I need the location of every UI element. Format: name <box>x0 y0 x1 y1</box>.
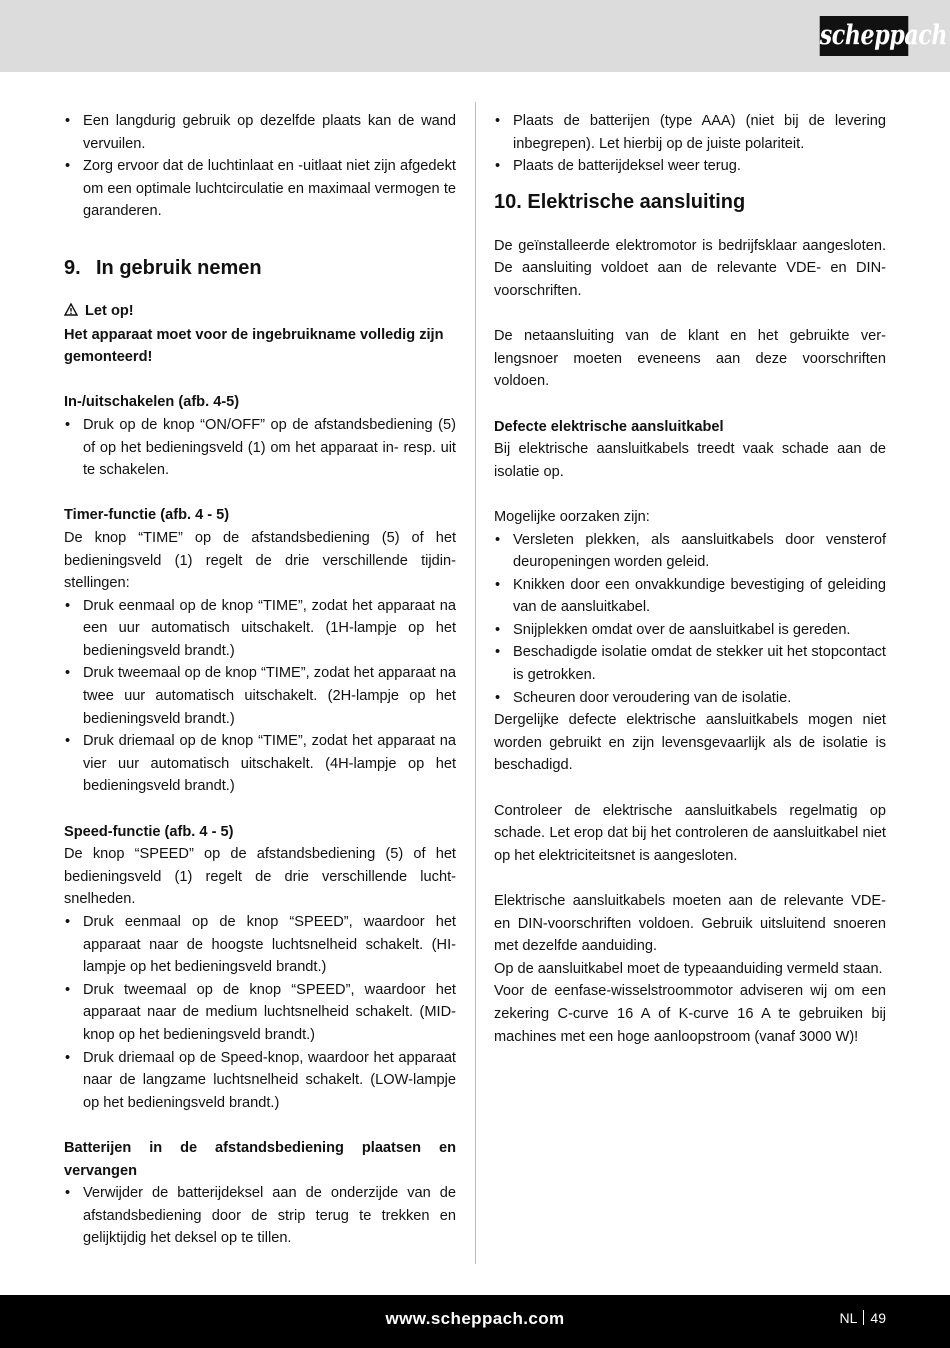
section-10-heading <box>494 189 886 215</box>
header-bar <box>0 0 950 72</box>
speed-list <box>64 911 456 1114</box>
list-item: • Een langdurig gebruik op dezelfde plaats kan de wand vervuilen. <box>64 110 456 155</box>
paragraph: Op de aansluitkabel moet de typeaanduiding vermeld staan. <box>494 960 883 977</box>
paragraph: Elektrische aansluitkabels moeten aan de relevante VDE- en DIN-voorschriften voldoen. Gebruik uitsluitend snoeren met dezelfde aanduiding. <box>494 893 886 955</box>
list-item: • Druk driemaal op de Speed-knop, waardoor het apparaat naar de langzame luchtsnelheid schakelt. (LOW-lampje op het bedieningsveld brandt.) <box>64 1047 456 1115</box>
section-number: 9. <box>64 256 81 279</box>
list-item: • Plaats de batterijen (type AAA) (niet bij de levering inbegrepen). Let hierbij op de juiste polariteit. <box>494 110 886 155</box>
brand-logo: scheppach <box>820 16 909 56</box>
list-item: • Druk op de knop “ON/OFF” op de afstandsbediening (5) of op het bedieningsveld (1) om het apparaat in- resp. uit te schakelen. <box>64 414 456 482</box>
speed-heading: Speed-functie (afb. 4 - 5) <box>64 823 234 840</box>
list-item: • Beschadigde isolatie omdat de stekker uit het stopcontact is getrokken. <box>494 641 886 686</box>
list-item: • Scheuren door veroudering van de isolatie. <box>494 687 886 710</box>
list-item: • Druk eenmaal op de knop “TIME”, zodat het apparaat na een uur automatisch uitschakelt. (1H-lampje op het bedieningsveld brandt.) <box>64 595 456 663</box>
paragraph: Bij elektrische aansluitkabels treedt vaak schade aan de isolatie op. <box>494 441 886 480</box>
causes-intro: Mogelijke oorzaken zijn: <box>494 508 650 525</box>
timer-text: De knop “TIME” op de afstandsbediening (5) of het bedieningsveld (1) regelt de drie verschillende tijdinstellingen: <box>64 529 456 592</box>
left-column <box>64 110 456 1250</box>
footer-bar <box>0 1295 950 1348</box>
paragraph: Dergelijke defecte elektrische aansluitkabels mogen niet worden gebruikt en zijn levensgevaarlijk als de isolatie is beschadigd. <box>494 712 886 774</box>
section-title: In gebruik nemen <box>96 256 262 279</box>
list-item: • Versleten plekken, als aansluitkabels door vensterof deuropeningen worden geleid. <box>494 529 886 574</box>
column-divider <box>475 102 476 1264</box>
paragraph: De netaansluiting van de klant en het gebruikte verlengsnoer moeten eveneens aan deze voorschriften voldoen. <box>494 328 886 390</box>
onoff-list <box>64 414 456 482</box>
intro-list <box>64 110 456 223</box>
page-info <box>840 1295 886 1342</box>
timer-list <box>64 595 456 798</box>
website-link[interactable]: www.scheppach.com <box>385 1309 565 1328</box>
batteries-heading: Batterijen in de afstandsbediening plaatsen en vervangen <box>64 1139 456 1179</box>
list-item: • Druk tweemaal op de knop “SPEED”, waardoor het apparaat naar de medium luchtsnelheid schakelt. (MID-knop op het bedieningsveld brandt.) <box>64 979 456 1047</box>
list-item: • Plaats de batterijdeksel weer terug. <box>494 155 886 178</box>
warning-text: Het apparaat moet voor de ingebruikname volledig zijn gemonteerd! <box>64 326 444 366</box>
section-title: Elektrische aansluiting <box>527 190 746 213</box>
defect-heading: Defecte elektrische aansluitkabel <box>494 418 724 435</box>
paragraph: De geïnstalleerde elektromotor is bedrijfsklaar aangesloten. De aansluiting voldoet aan de relevante VDE- en DIN-voorschriften. <box>494 237 886 299</box>
list-item: • Druk tweemaal op de knop “TIME”, zodat het apparaat na twee uur automatisch uitschakelt. (2H-lampje op het bedieningsveld brandt.) <box>64 662 456 730</box>
paragraph: Voor de eenfase-wisselstroommotor adviseren wij om een zekering C-curve 16 A of K-curve 16 A te gebruiken bij machines met een hoge aanloopstroom (vanaf 3000 W)! <box>494 983 886 1045</box>
list-item: • Druk driemaal op de knop “TIME”, zodat het apparaat na vier uur automatisch uitschakelt. (4H-lampje op het bedieningsveld brandt.) <box>64 730 456 798</box>
list-item: • Zorg ervoor dat de luchtinlaat en -uitlaat niet zijn afgedekt om een optimale luchtcirculatie en maximaal vermogen te garanderen. <box>64 155 456 223</box>
list-item: • Knikken door een onvakkundige bevestiging of geleiding van de aansluitkabel. <box>494 574 886 619</box>
warning-triangle-icon <box>64 301 79 324</box>
right-column <box>494 110 886 1048</box>
paragraph: Controleer de elektrische aansluitkabels regelmatig op schade. Let erop dat bij het controleren de aansluitkabel niet op het elektriciteitsnet is aangesloten. <box>494 802 886 864</box>
onoff-heading: In-/uitschakelen (afb. 4-5) <box>64 394 240 411</box>
battery-list <box>494 110 886 178</box>
list-item: • Verwijder de batterijdeksel aan de onderzijde van de afstandsbediening door de strip terug te trekken en gelijktijdig het deksel op te tillen. <box>64 1182 456 1250</box>
causes-list <box>494 529 886 710</box>
warning-label: Let op! <box>64 300 456 324</box>
list-item: • Snijplekken omdat over de aansluitkabel is gereden. <box>494 619 886 642</box>
list-item: • Druk eenmaal op de knop “SPEED”, waardoor het apparaat naar de hoogste luchtsnelheid schakelt. (HI-lampje op het bedieningsveld brandt.) <box>64 911 456 979</box>
separator <box>863 1310 864 1325</box>
section-9-heading <box>64 255 456 281</box>
section-number: 10. <box>494 190 522 213</box>
page-number: 49 <box>870 1310 886 1326</box>
timer-heading: Timer-functie (afb. 4 - 5) <box>64 507 230 524</box>
speed-text: De knop “SPEED” op de afstandsbediening (5) of het bedieningsveld (1) regelt de drie verschillende luchtsnelheden. <box>64 846 456 908</box>
language-code: NL <box>839 1310 858 1326</box>
batteries-list <box>64 1182 456 1250</box>
